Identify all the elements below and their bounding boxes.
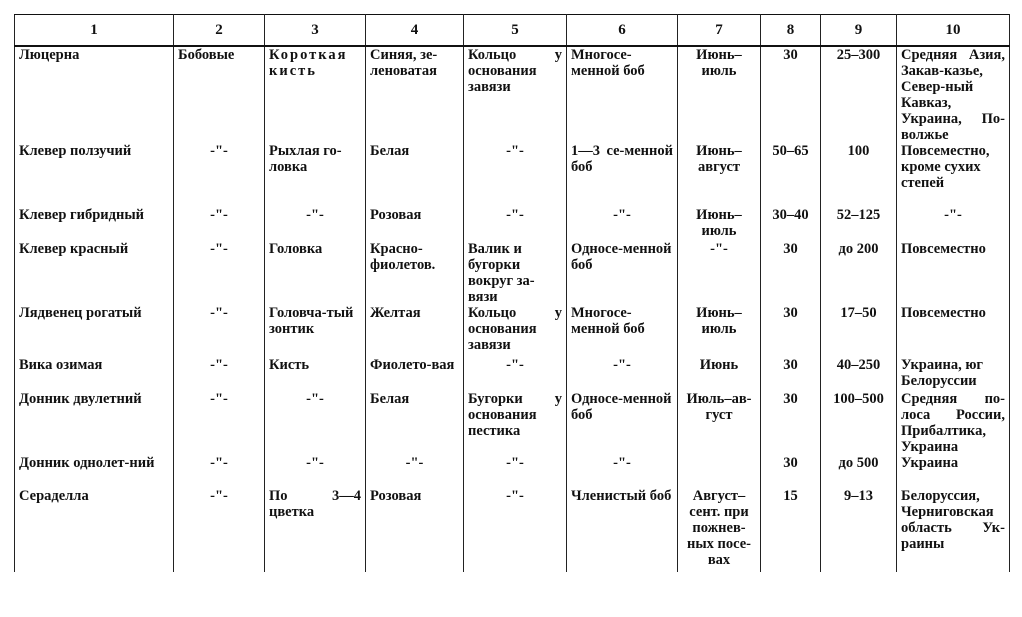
- cell-col-9: 52–125: [821, 207, 897, 241]
- cell-plant: Люцерна: [15, 46, 174, 143]
- table-row: [15, 241, 1010, 305]
- cell-fruit: 1—3 се-менной боб: [567, 143, 678, 207]
- cell-nectary: Кольцо у основания завязи: [464, 46, 567, 143]
- cell-col-9: 40–250: [821, 357, 897, 391]
- header-cell-4: 4: [366, 15, 464, 47]
- cell-plant: Лядвенец рогатый: [15, 305, 174, 357]
- cell-region: Украина, юг Белоруссии: [897, 357, 1010, 391]
- cell-inflorescence: Рыхлая го-ловка: [265, 143, 366, 207]
- header-cell-9: 9: [821, 15, 897, 47]
- cell-region: Повсеместно: [897, 305, 1010, 357]
- cell-fruit: Многосе-менной боб: [567, 46, 678, 143]
- cell-col-9: 25–300: [821, 46, 897, 143]
- cell-inflorescence: -"-: [265, 391, 366, 455]
- cell-inflorescence: Головка: [265, 241, 366, 305]
- cell-bloom-period: Июнь–август: [678, 143, 761, 207]
- cell-color: Желтая: [366, 305, 464, 357]
- cell-family: -"-: [174, 455, 265, 488]
- cell-fruit: -"-: [567, 357, 678, 391]
- cell-plant: Клевер красный: [15, 241, 174, 305]
- cell-region: Средняя по-лоса России, Прибалтика, Украина: [897, 391, 1010, 455]
- table-row: [15, 357, 1010, 391]
- cell-inflorescence: -"-: [265, 455, 366, 488]
- cell-inflorescence: Головча-тый зонтик: [265, 305, 366, 357]
- cell-color: Красно-фиолетов.: [366, 241, 464, 305]
- cell-bloom-period: Август–сент. при пожнев-ных посе-вах: [678, 488, 761, 572]
- cell-family: -"-: [174, 305, 265, 357]
- cell-region: Повсеместно: [897, 241, 1010, 305]
- table-row: [15, 391, 1010, 455]
- cell-plant: Донник двулетний: [15, 391, 174, 455]
- cell-col-8: 30: [761, 46, 821, 143]
- cell-col-8: 30–40: [761, 207, 821, 241]
- cell-plant: Клевер гибридный: [15, 207, 174, 241]
- cell-plant: Донник однолет-ний: [15, 455, 174, 488]
- cell-col-8: 30: [761, 241, 821, 305]
- cell-region: Повсеместно, кроме сухих степей: [897, 143, 1010, 207]
- cell-color: Фиолето-вая: [366, 357, 464, 391]
- cell-nectary: -"-: [464, 207, 567, 241]
- cell-region: Белоруссия, Черниговская область Ук-раины: [897, 488, 1010, 572]
- cell-region: Украина: [897, 455, 1010, 488]
- cell-plant: Вика озимая: [15, 357, 174, 391]
- cell-inflorescence: -"-: [265, 207, 366, 241]
- table-row: [15, 207, 1010, 241]
- cell-col-8: 30: [761, 391, 821, 455]
- cell-col-8: 30: [761, 357, 821, 391]
- cell-fruit: -"-: [567, 207, 678, 241]
- table-row: [15, 455, 1010, 488]
- cell-region: Средняя Азия, Закав-казье, Север-ный Кавказ, Украина, По-волжье: [897, 46, 1010, 143]
- cell-family: -"-: [174, 357, 265, 391]
- table-row: [15, 46, 1010, 143]
- cell-col-9: 17–50: [821, 305, 897, 357]
- cell-color: Розовая: [366, 488, 464, 572]
- cell-fruit: Многосе-менной боб: [567, 305, 678, 357]
- cell-nectary: Валик и бугорки вокруг за-вязи: [464, 241, 567, 305]
- cell-nectary: -"-: [464, 455, 567, 488]
- cell-bloom-period: [678, 455, 761, 488]
- cell-col-9: до 200: [821, 241, 897, 305]
- cell-nectary: Кольцо у основания завязи: [464, 305, 567, 357]
- cell-col-9: 100–500: [821, 391, 897, 455]
- cell-bloom-period: Июнь–июль: [678, 305, 761, 357]
- header-row: [15, 15, 1010, 47]
- cell-fruit: -"-: [567, 455, 678, 488]
- cell-color: Синяя, зе-леноватая: [366, 46, 464, 143]
- cell-nectary: -"-: [464, 143, 567, 207]
- table-row: [15, 305, 1010, 357]
- cell-family: -"-: [174, 207, 265, 241]
- cell-col-8: 50–65: [761, 143, 821, 207]
- cell-family: -"-: [174, 391, 265, 455]
- cell-col-9: 9–13: [821, 488, 897, 572]
- cell-nectary: -"-: [464, 488, 567, 572]
- cell-col-8: 30: [761, 305, 821, 357]
- cell-col-8: 30: [761, 455, 821, 488]
- cell-family: Бобовые: [174, 46, 265, 143]
- cell-inflorescence: Короткая кисть: [265, 46, 366, 143]
- header-cell-1: 1: [15, 15, 174, 47]
- cell-bloom-period: Июнь–июль: [678, 207, 761, 241]
- table-row: [15, 488, 1010, 572]
- cell-color: -"-: [366, 455, 464, 488]
- cell-bloom-period: Июль–ав-густ: [678, 391, 761, 455]
- header-cell-7: 7: [678, 15, 761, 47]
- header-cell-6: 6: [567, 15, 678, 47]
- cell-family: -"-: [174, 241, 265, 305]
- cell-nectary: -"-: [464, 357, 567, 391]
- cell-fruit: Односе-менной боб: [567, 241, 678, 305]
- cell-bloom-period: -"-: [678, 241, 761, 305]
- cell-col-9: 100: [821, 143, 897, 207]
- header-cell-10: 10: [897, 15, 1010, 47]
- cell-col-8: 15: [761, 488, 821, 572]
- cell-fruit: Членистый боб: [567, 488, 678, 572]
- cell-plant: Клевер ползучий: [15, 143, 174, 207]
- header-cell-3: 3: [265, 15, 366, 47]
- cell-col-9: до 500: [821, 455, 897, 488]
- cell-inflorescence: Кисть: [265, 357, 366, 391]
- header-cell-8: 8: [761, 15, 821, 47]
- cell-family: -"-: [174, 143, 265, 207]
- cell-color: Белая: [366, 391, 464, 455]
- cell-plant: Сераделла: [15, 488, 174, 572]
- cell-fruit: Односе-менной боб: [567, 391, 678, 455]
- header-cell-5: 5: [464, 15, 567, 47]
- cell-family: -"-: [174, 488, 265, 572]
- plant-table: [14, 14, 1010, 572]
- cell-color: Белая: [366, 143, 464, 207]
- cell-color: Розовая: [366, 207, 464, 241]
- table-row: [15, 143, 1010, 207]
- cell-bloom-period: Июнь–июль: [678, 46, 761, 143]
- cell-region: -"-: [897, 207, 1010, 241]
- cell-nectary: Бугорки у основания пестика: [464, 391, 567, 455]
- cell-inflorescence: По 3—4 цветка: [265, 488, 366, 572]
- cell-bloom-period: Июнь: [678, 357, 761, 391]
- header-cell-2: 2: [174, 15, 265, 47]
